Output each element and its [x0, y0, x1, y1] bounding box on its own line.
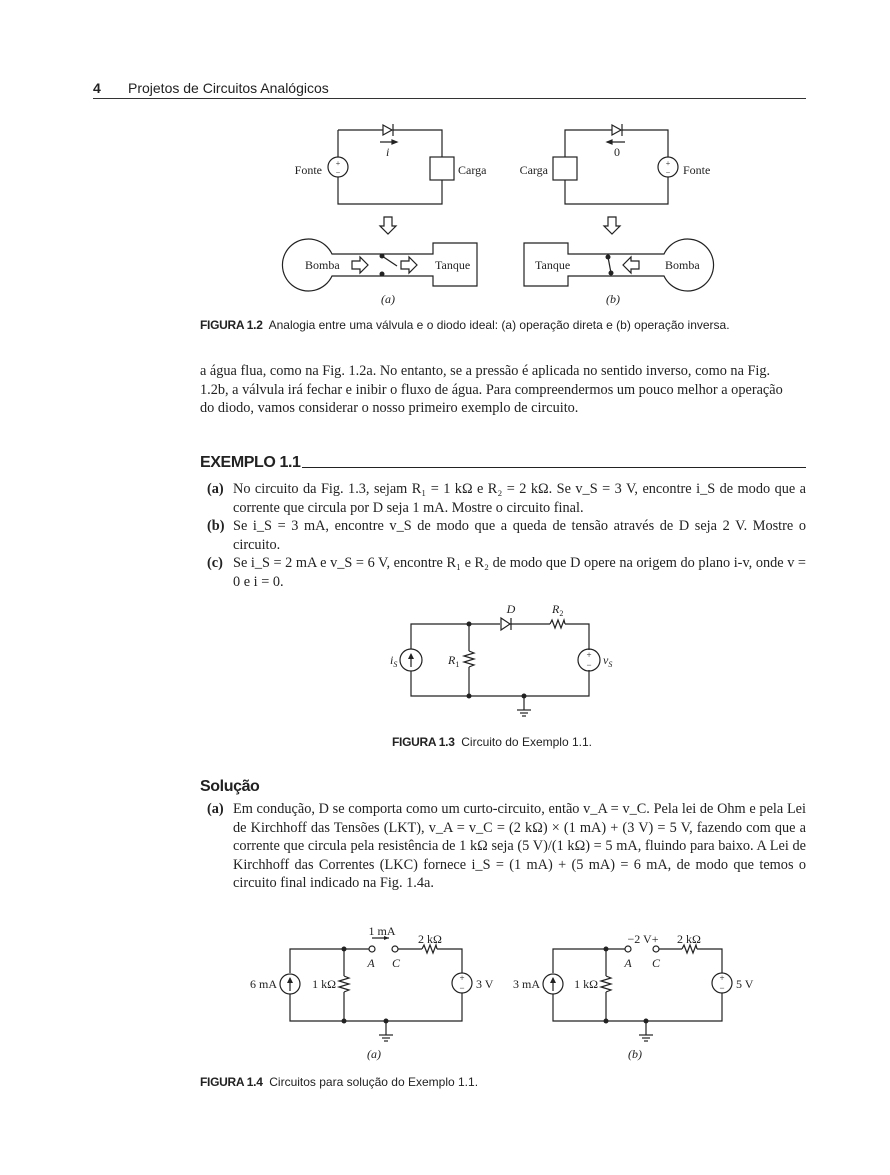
- flow-arrow-icon: [352, 257, 368, 273]
- figure-1-3: [380, 598, 630, 723]
- node-a-label: A: [367, 956, 375, 970]
- page-number: 4: [93, 80, 101, 96]
- item-text: No circuito da Fig. 1.3, sejam R₁ = 1 kΩ e R₂ = 2 kΩ. Se v_S = 3 V, encontre i_S de modo que a corrente que circula por D seja 1 mA. Mostre o circuito final.: [233, 481, 806, 516]
- solution-items: [200, 800, 806, 893]
- body-paragraph: [200, 362, 806, 418]
- item-text: Se i_S = 2 mA e v_S = 6 V, encontre R₁ e R₂ de modo que D opere na origem do plano i-v, onde v = 0 e i = 0.: [233, 555, 806, 590]
- caption-number: FIGURA 1.4: [200, 1075, 263, 1089]
- source-label: Fonte: [294, 163, 322, 177]
- source-value: 3 mA: [513, 977, 540, 991]
- diode-label: D: [506, 602, 516, 616]
- item-label: (b): [207, 518, 225, 534]
- figure-1-4-caption: [200, 1075, 478, 1089]
- voltage-value: −2 V+: [627, 932, 659, 946]
- caption-number: FIGURA 1.3: [392, 735, 455, 749]
- subfigure-label: (b): [628, 1047, 642, 1061]
- fig-1-2a-circuit: [328, 124, 454, 204]
- figure-1-3-caption: [392, 735, 592, 749]
- source-value: 6 mA: [250, 977, 277, 991]
- svg-text:+: +: [665, 159, 671, 168]
- r1-value: 1 kΩ: [312, 977, 336, 991]
- svg-text:−: −: [586, 660, 592, 670]
- flow-arrow-icon: [401, 257, 417, 273]
- item-text: Em condução, D se comporta como um curto-circuito, então v_A = v_C. Pela lei de Ohm e pela Lei de Kirchhoff das Tensões (LKT), v_A = v_C = (2 kΩ) × (1 mA) + (3 V) = 5 V, fazendo com que a corrente que circula pela resistência de 1 kΩ seja (5 V)/(1 kΩ) = 5 mA, fluindo para baixo. A Lei de Kirchhoff das Correntes (LKC) fornece i_S = (1 mA) + (5 mA) = 6 mA, de modo que temos o circuito final indicado na Fig. 1.4a.: [233, 801, 806, 891]
- down-arrow-icon: [380, 217, 396, 234]
- r2-label: $R_2$: [552, 602, 564, 618]
- text-line: 1.2b, a válvula irá fechar e inibir o fluxo de água. Para compreendermos um pouco melhor a operação: [200, 381, 783, 398]
- svg-text:−: −: [719, 983, 725, 993]
- caption-number: FIGURA 1.2: [200, 318, 263, 332]
- diode-icon: [612, 125, 621, 135]
- pump-label: Bomba: [665, 258, 700, 272]
- running-head: [93, 80, 806, 99]
- figure-1-4: [240, 925, 780, 1065]
- svg-text:−: −: [335, 168, 341, 177]
- load-label: Carga: [519, 163, 548, 177]
- r1-label: $R_1$: [448, 653, 460, 669]
- svg-text:+: +: [586, 650, 592, 660]
- text-line: do diodo, vamos considerar o nosso primeiro exemplo de circuito.: [200, 400, 579, 416]
- example-title: EXEMPLO 1.1: [200, 454, 301, 471]
- svg-text:−: −: [665, 168, 671, 177]
- item-label: (c): [207, 555, 223, 571]
- r2-value: 2 kΩ: [418, 932, 442, 946]
- is-label: $i_S$: [390, 653, 398, 669]
- pump-label: Bomba: [305, 258, 340, 272]
- solution-item: [200, 800, 806, 893]
- diode-icon: [501, 618, 510, 630]
- current-label: 0: [614, 145, 620, 159]
- current-value: 1 mA: [368, 925, 396, 938]
- item-label: (a): [207, 481, 224, 497]
- running-title: Projetos de Circuitos Analógicos: [128, 80, 329, 96]
- subfigure-label: (b): [606, 292, 620, 306]
- current-label: i: [386, 145, 390, 159]
- diode-icon: [383, 125, 392, 135]
- subfigure-label: (a): [367, 1047, 381, 1061]
- tank-label: Tanque: [435, 258, 471, 272]
- svg-text:+: +: [335, 159, 341, 168]
- item-text: Se i_S = 3 mA, encontre v_S de modo que a queda de tensão através de D seja 2 V. Mostre o circuito.: [233, 518, 806, 553]
- example-item: [200, 517, 806, 554]
- vs-value: 3 V: [476, 977, 494, 991]
- r1-value: 1 kΩ: [574, 977, 598, 991]
- down-arrow-icon: [604, 217, 620, 234]
- load-label: Carga: [458, 163, 487, 177]
- r2-value: 2 kΩ: [677, 932, 701, 946]
- text-line: a água flua, como na Fig. 1.2a. No entanto, se a pressão é aplicada no sentido inverso, como na Fig.: [200, 363, 771, 379]
- example-item: [200, 480, 806, 517]
- caption-text: Analogia entre uma válvula e o diodo ideal: (a) operação direta e (b) operação inversa.: [268, 318, 730, 332]
- svg-text:−: −: [459, 983, 465, 993]
- node-c-label: C: [651, 956, 661, 970]
- svg-text:+: +: [719, 973, 725, 983]
- figure-1-2-caption: [200, 318, 730, 332]
- fig-1-2b-circuit: [553, 124, 678, 204]
- item-label: (a): [207, 801, 224, 817]
- svg-text:+: +: [459, 973, 465, 983]
- subfigure-label: (a): [381, 292, 395, 306]
- caption-text: Circuitos para solução do Exemplo 1.1.: [269, 1075, 479, 1089]
- flow-arrow-icon: [623, 257, 639, 273]
- tank-label: Tanque: [535, 258, 571, 272]
- load-box: [553, 157, 577, 180]
- example-item: [200, 554, 806, 591]
- node-c-label: C: [391, 956, 401, 970]
- solution-title: Solução: [200, 778, 260, 795]
- node-a-label: A: [624, 956, 632, 970]
- source-label: Fonte: [683, 163, 711, 177]
- example-rule: [302, 467, 806, 468]
- vs-label: $v_S$: [603, 653, 613, 669]
- caption-text: Circuito do Exemplo 1.1.: [461, 735, 592, 749]
- vs-value: 5 V: [736, 977, 754, 991]
- example-items: [200, 480, 806, 591]
- figure-1-2: [280, 112, 740, 312]
- load-box: [430, 157, 454, 180]
